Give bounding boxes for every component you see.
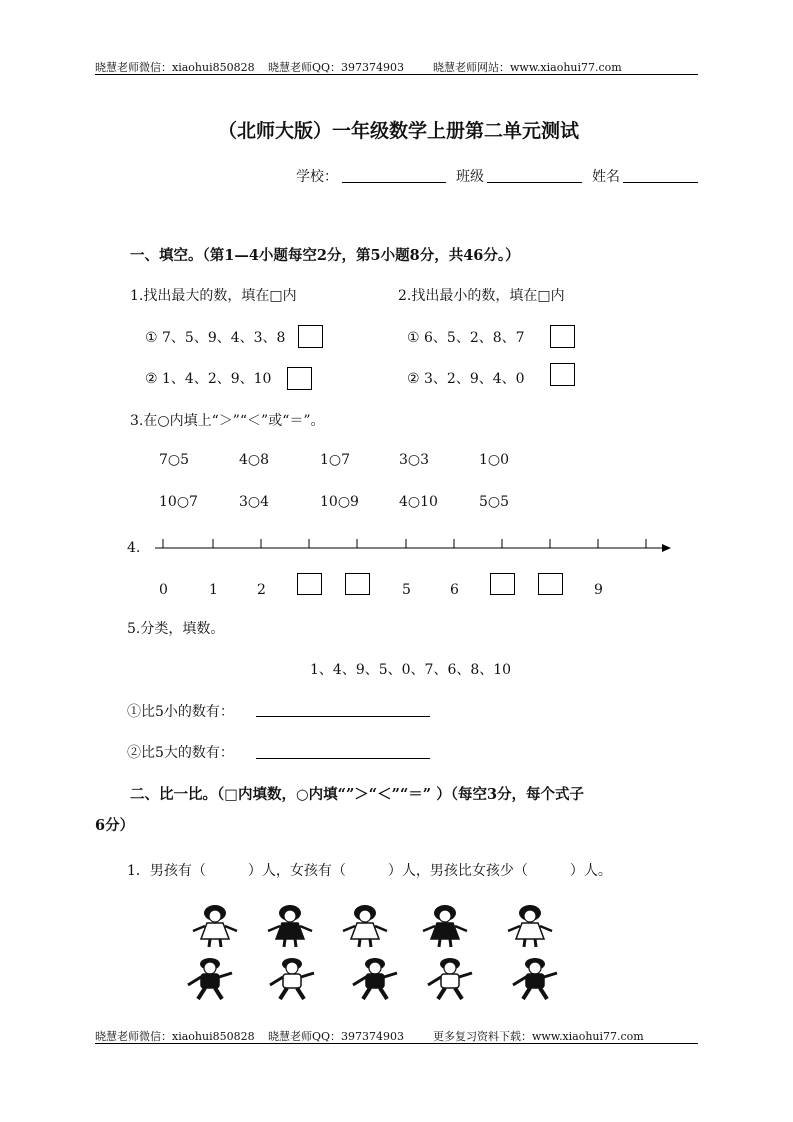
q1-item-2: ② 1、4、2、9、10 <box>145 371 272 387</box>
q2-item-2: ② 3、2、9、4、0 <box>407 371 525 387</box>
page-title: （北师大版）一年级数学上册第二单元测试 <box>218 120 580 142</box>
name-label: 姓名 <box>592 169 620 185</box>
compare-item: 3○4 <box>239 494 270 510</box>
number-line-label: 0 <box>159 582 168 598</box>
compare-item: 3○3 <box>399 452 430 468</box>
section1-heading: 一、填空。（第1—4小题每空2分，第5小题8分，共46分。） <box>130 247 520 264</box>
school-label: 学校： <box>296 169 338 185</box>
answer-box[interactable] <box>298 325 323 348</box>
number-line-label: 1 <box>209 582 218 598</box>
number-line-answer-box[interactable] <box>345 573 370 595</box>
q1-item-1: ① 7、5、9、4、3、8 <box>145 330 286 346</box>
footer-more: 更多复习资料下载：www.xiaohui77.com <box>433 1030 644 1043</box>
boy-figure-icon <box>420 955 480 1001</box>
girl-figure-icon <box>335 903 395 948</box>
boy-figure-icon <box>262 955 322 1001</box>
school-field[interactable] <box>342 182 446 183</box>
q2-prompt: 2.找出最小的数，填在□内 <box>398 288 565 304</box>
footer-qq: 晓慧老师QQ：397374903 <box>268 1030 405 1043</box>
less-than-label: ①比5小的数有： <box>127 704 234 720</box>
number-line-label: 6 <box>450 582 459 598</box>
q5-numbers: 1、4、9、5、0、7、6、8、10 <box>310 662 512 678</box>
compare-item: 5○5 <box>479 494 510 510</box>
footer-wechat: 晓慧老师微信：xiaohui850828 <box>95 1030 255 1043</box>
header-wechat: 晓慧老师微信：xiaohui850828 <box>95 61 255 74</box>
name-field[interactable] <box>623 182 698 183</box>
header-rule <box>95 74 698 75</box>
header-qq: 晓慧老师QQ：397374903 <box>268 61 405 74</box>
section2-q1: 1．男孩有（ ）人，女孩有（ ）人，男孩比女孩少（ ）人。 <box>127 863 612 879</box>
girl-figure-icon <box>415 903 475 948</box>
class-label: 班级 <box>456 169 484 185</box>
footer-rule <box>95 1043 698 1044</box>
q3-prompt: 3.在○内填上“＞”“＜”或“＝”。 <box>130 413 325 429</box>
less-than-field[interactable] <box>256 716 430 717</box>
number-line-answer-box[interactable] <box>297 573 322 595</box>
header-site: 晓慧老师网站：www.xiaohui77.com <box>433 61 622 74</box>
answer-box[interactable] <box>550 363 575 386</box>
girl-figure-icon <box>500 903 560 948</box>
boy-figure-icon <box>180 955 240 1001</box>
number-line-label: 2 <box>257 582 266 598</box>
girl-figure-icon <box>185 903 245 948</box>
class-field[interactable] <box>487 182 582 183</box>
boy-figure-icon <box>505 955 565 1001</box>
answer-box[interactable] <box>550 325 575 348</box>
compare-item: 10○9 <box>320 494 359 510</box>
number-line-answer-box[interactable] <box>490 573 515 595</box>
compare-item: 1○7 <box>320 452 351 468</box>
q1-prompt: 1.找出最大的数，填在□内 <box>130 288 297 304</box>
compare-item: 10○7 <box>159 494 198 510</box>
section2-heading-cont: 6分） <box>95 817 135 834</box>
q5-prompt: 5.分类，填数。 <box>127 621 225 637</box>
greater-than-label: ②比5大的数有： <box>127 745 234 761</box>
girl-figure-icon <box>260 903 320 948</box>
number-line <box>150 534 675 556</box>
compare-item: 4○10 <box>399 494 438 510</box>
compare-item: 1○0 <box>479 452 510 468</box>
number-line-answer-box[interactable] <box>538 573 563 595</box>
compare-item: 4○8 <box>239 452 270 468</box>
number-line-label: 5 <box>402 582 411 598</box>
greater-than-field[interactable] <box>256 758 430 759</box>
answer-box[interactable] <box>287 367 312 390</box>
q2-item-1: ① 6、5、2、8、7 <box>407 330 525 346</box>
q4-label: 4. <box>127 540 141 556</box>
number-line-label: 9 <box>594 582 603 598</box>
boy-figure-icon <box>345 955 405 1001</box>
compare-item: 7○5 <box>159 452 190 468</box>
section2-heading: 二、比一比。（□内填数，○内填“”＞“＜”“＝” ）（每空3分，每个式子 <box>130 786 585 803</box>
